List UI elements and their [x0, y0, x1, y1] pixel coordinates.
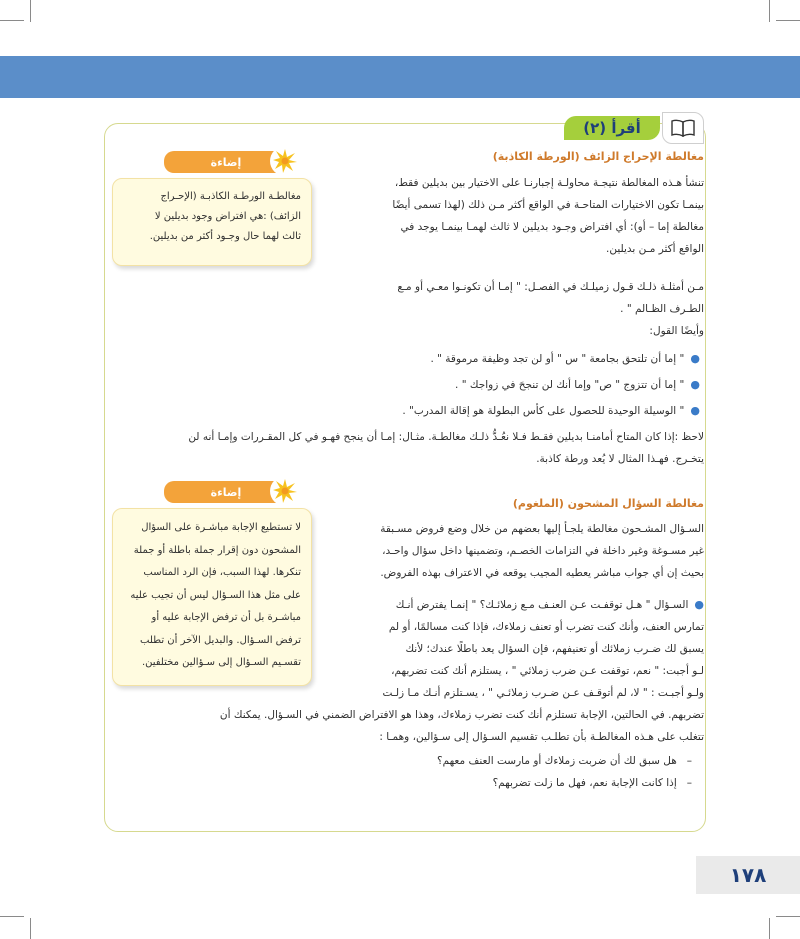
list-item: –هل سبق لك أن ضربت زملاءك أو مارست العنف معهم؟: [437, 755, 692, 767]
heading-label: أقرأ (٢): [583, 119, 641, 137]
text-line: لاحظ :إذا كان المتاح أمامنـا بديلين فقـط فـلا نعُـدُّ ذلـك مغالطـة. مثـال: إمـا أن ينجح فهـو في كل المقـررات وإمـا أنه لن: [188, 431, 704, 443]
sidebar2-box: [112, 508, 312, 686]
text-line: غير مسـوغة وغير داخلة في التزامات الخصـم، وتضمينها داخل سؤال واحـد،: [382, 545, 704, 557]
section1-bullets: [200, 346, 700, 424]
sidebar2-label: إضاءة: [164, 481, 288, 503]
text-line: مغالطـة الورطـة الكاذبـة (الإحـراج: [160, 191, 301, 202]
text-line: تنشأ هـذه المغالطة نتيجـة محاولـة إجبارنـا على الاختيار بين بديلين فقط،: [394, 177, 704, 189]
header-band: [0, 56, 800, 98]
text-line: بحيث إن أي جواب مباشر يعطيه المجيب يوقعه في الاعتراف بهذه الفروض.: [380, 567, 704, 579]
text-line: ثالث لهما حال وجـود أكثر من بديلين.: [149, 231, 301, 242]
crop-mark: [30, 0, 31, 22]
text-line: المشحون دون إقرار جملة باطلة أو جملة: [133, 544, 301, 556]
section2-title: مغالطة السؤال المشحون (الملغوم): [512, 497, 704, 510]
text-line: مباشـرة بل أن ترفض الإجابة عليه أو: [151, 612, 301, 623]
page-number: ١٧٨: [729, 863, 767, 887]
text-line: مغالطة إما – أو): أي افتراض وجـود بديلين لا ثالث لهمـا بينمـا يوجد في: [400, 221, 704, 233]
text-line: لا تستطيع الإجابة مباشـرة على السؤال: [141, 522, 301, 533]
text-line: لـو أجبت: " نعم، توقفت عـن ضرب زملائي " ، يستلزم أنك كنت تضربهم،: [391, 665, 704, 677]
section2-example: [326, 594, 704, 704]
crop-mark: [776, 20, 800, 21]
text-line: ●السـؤال " هـل توقفـت عـن العنـف مـع زملائـك؟ " إنمـا يفترض أنـك: [395, 598, 704, 611]
text-line: الواقع أكثر مـن بديلين.: [606, 243, 704, 255]
text-line: تنكرها. لهذا السبب، فإن الرد المناسب: [143, 567, 301, 578]
crop-mark: [0, 916, 24, 917]
bullet-icon: ●: [694, 598, 704, 611]
list-item: –إذا كانت الإجابة نعم، فهل ما زلت تضربهم؟: [492, 777, 692, 789]
section2-questions: [192, 750, 692, 794]
text-line: تقسـيم السـؤال إلى سـؤالين مختلفين.: [141, 657, 301, 668]
bullet-icon: ●: [690, 352, 700, 365]
text-line: الطـرف الظـالم " .: [620, 303, 704, 315]
starburst-icon: [270, 476, 300, 506]
section1-note: [104, 426, 704, 470]
sidebar1-label: إضاءة: [164, 151, 288, 173]
text-line: تتغلب على هـذه المغالطـة بأن تطلـب تقسيم السـؤال إلى سـؤالين، وهمـا :: [379, 731, 704, 743]
section1-examples: [326, 276, 704, 342]
text-line: بينمـا تكون الاختيارات المتاحـة في الواقع أكثر مـن ذلك (لهذا تسمى أيضًا: [392, 199, 704, 211]
list-item: ●" الوسيلة الوحيدة للحصول على كأس البطولة هو إقالة المدرب" .: [402, 404, 700, 417]
text-line: مـن أمثلـة ذلـك قـول زميلـك في الفصـل: " إمـا أن تكونـوا معـي أو مـع: [397, 281, 704, 293]
section2-example-cont: [104, 704, 704, 748]
list-item: ●" إما أن تتزوج " ص" وإما أنك لن تنجحَ في زواجك " .: [455, 378, 700, 391]
bullet-icon: ●: [690, 404, 700, 417]
text-line: يسبق لك ضـرب زملائك أو تعنيفهم، فإن السؤال يعد باطلًا عندك؛ لأنك: [405, 643, 704, 655]
text-line: تضربهم. في الحالتين، الإجابة تستلزم أنك كنت تضرب زملاءك، وهذا هو الافتراض الضمني في السـؤال. يمكنك أن: [219, 709, 704, 721]
text-line: يتخـرج. فهـذا المثال لا يُعد ورطة كاذبة.: [536, 453, 704, 465]
section-heading: [534, 112, 704, 144]
section2-paragraph: [326, 518, 704, 584]
also-say: وأيضًا القول:: [649, 325, 704, 337]
text-line: ولـو أجبـت : " لا، لم أتوقـف عـن ضـرب زملائـي " ، يسـتلزم أنـك مـا زلـت: [382, 687, 704, 699]
text-line: على مثل هذا السـؤال ليس أن تجيب عليه: [130, 589, 301, 601]
bullet-icon: ●: [690, 378, 700, 391]
crop-mark: [769, 0, 770, 22]
heading-pill: [564, 116, 660, 140]
text-line: السـؤال المشـحون مغالطة يلجـأ إليها بعضهم من خلال وضع فروض مسـبقة: [380, 523, 704, 535]
section1-paragraph: [326, 172, 704, 260]
crop-mark: [30, 918, 31, 939]
crop-mark: [776, 916, 800, 917]
sidebar1-box: [112, 178, 312, 266]
starburst-icon: [270, 146, 300, 176]
crop-mark: [769, 918, 770, 939]
section1-title: مغالطة الإحراج الزائف (الورطة الكاذبة): [492, 150, 704, 163]
page-number-tab: [696, 856, 800, 894]
text-line: تمارس العنف، وأنك كنت تضرب أو تعنف زملاءك، فإذا كنت مسالمًا، أو لم: [388, 621, 704, 633]
open-book-icon: [662, 112, 704, 144]
list-item: ●" إما أن تلتحق بجامعة " س " أو لن تجد وظيفة مرموقة " .: [430, 352, 700, 365]
text-line: الزائف) :هي افتراض وجود بديلين لا: [154, 211, 301, 222]
text-line: ترفض السـؤال. والبديل الآخر أن تطلب: [140, 634, 301, 646]
crop-mark: [0, 20, 24, 21]
